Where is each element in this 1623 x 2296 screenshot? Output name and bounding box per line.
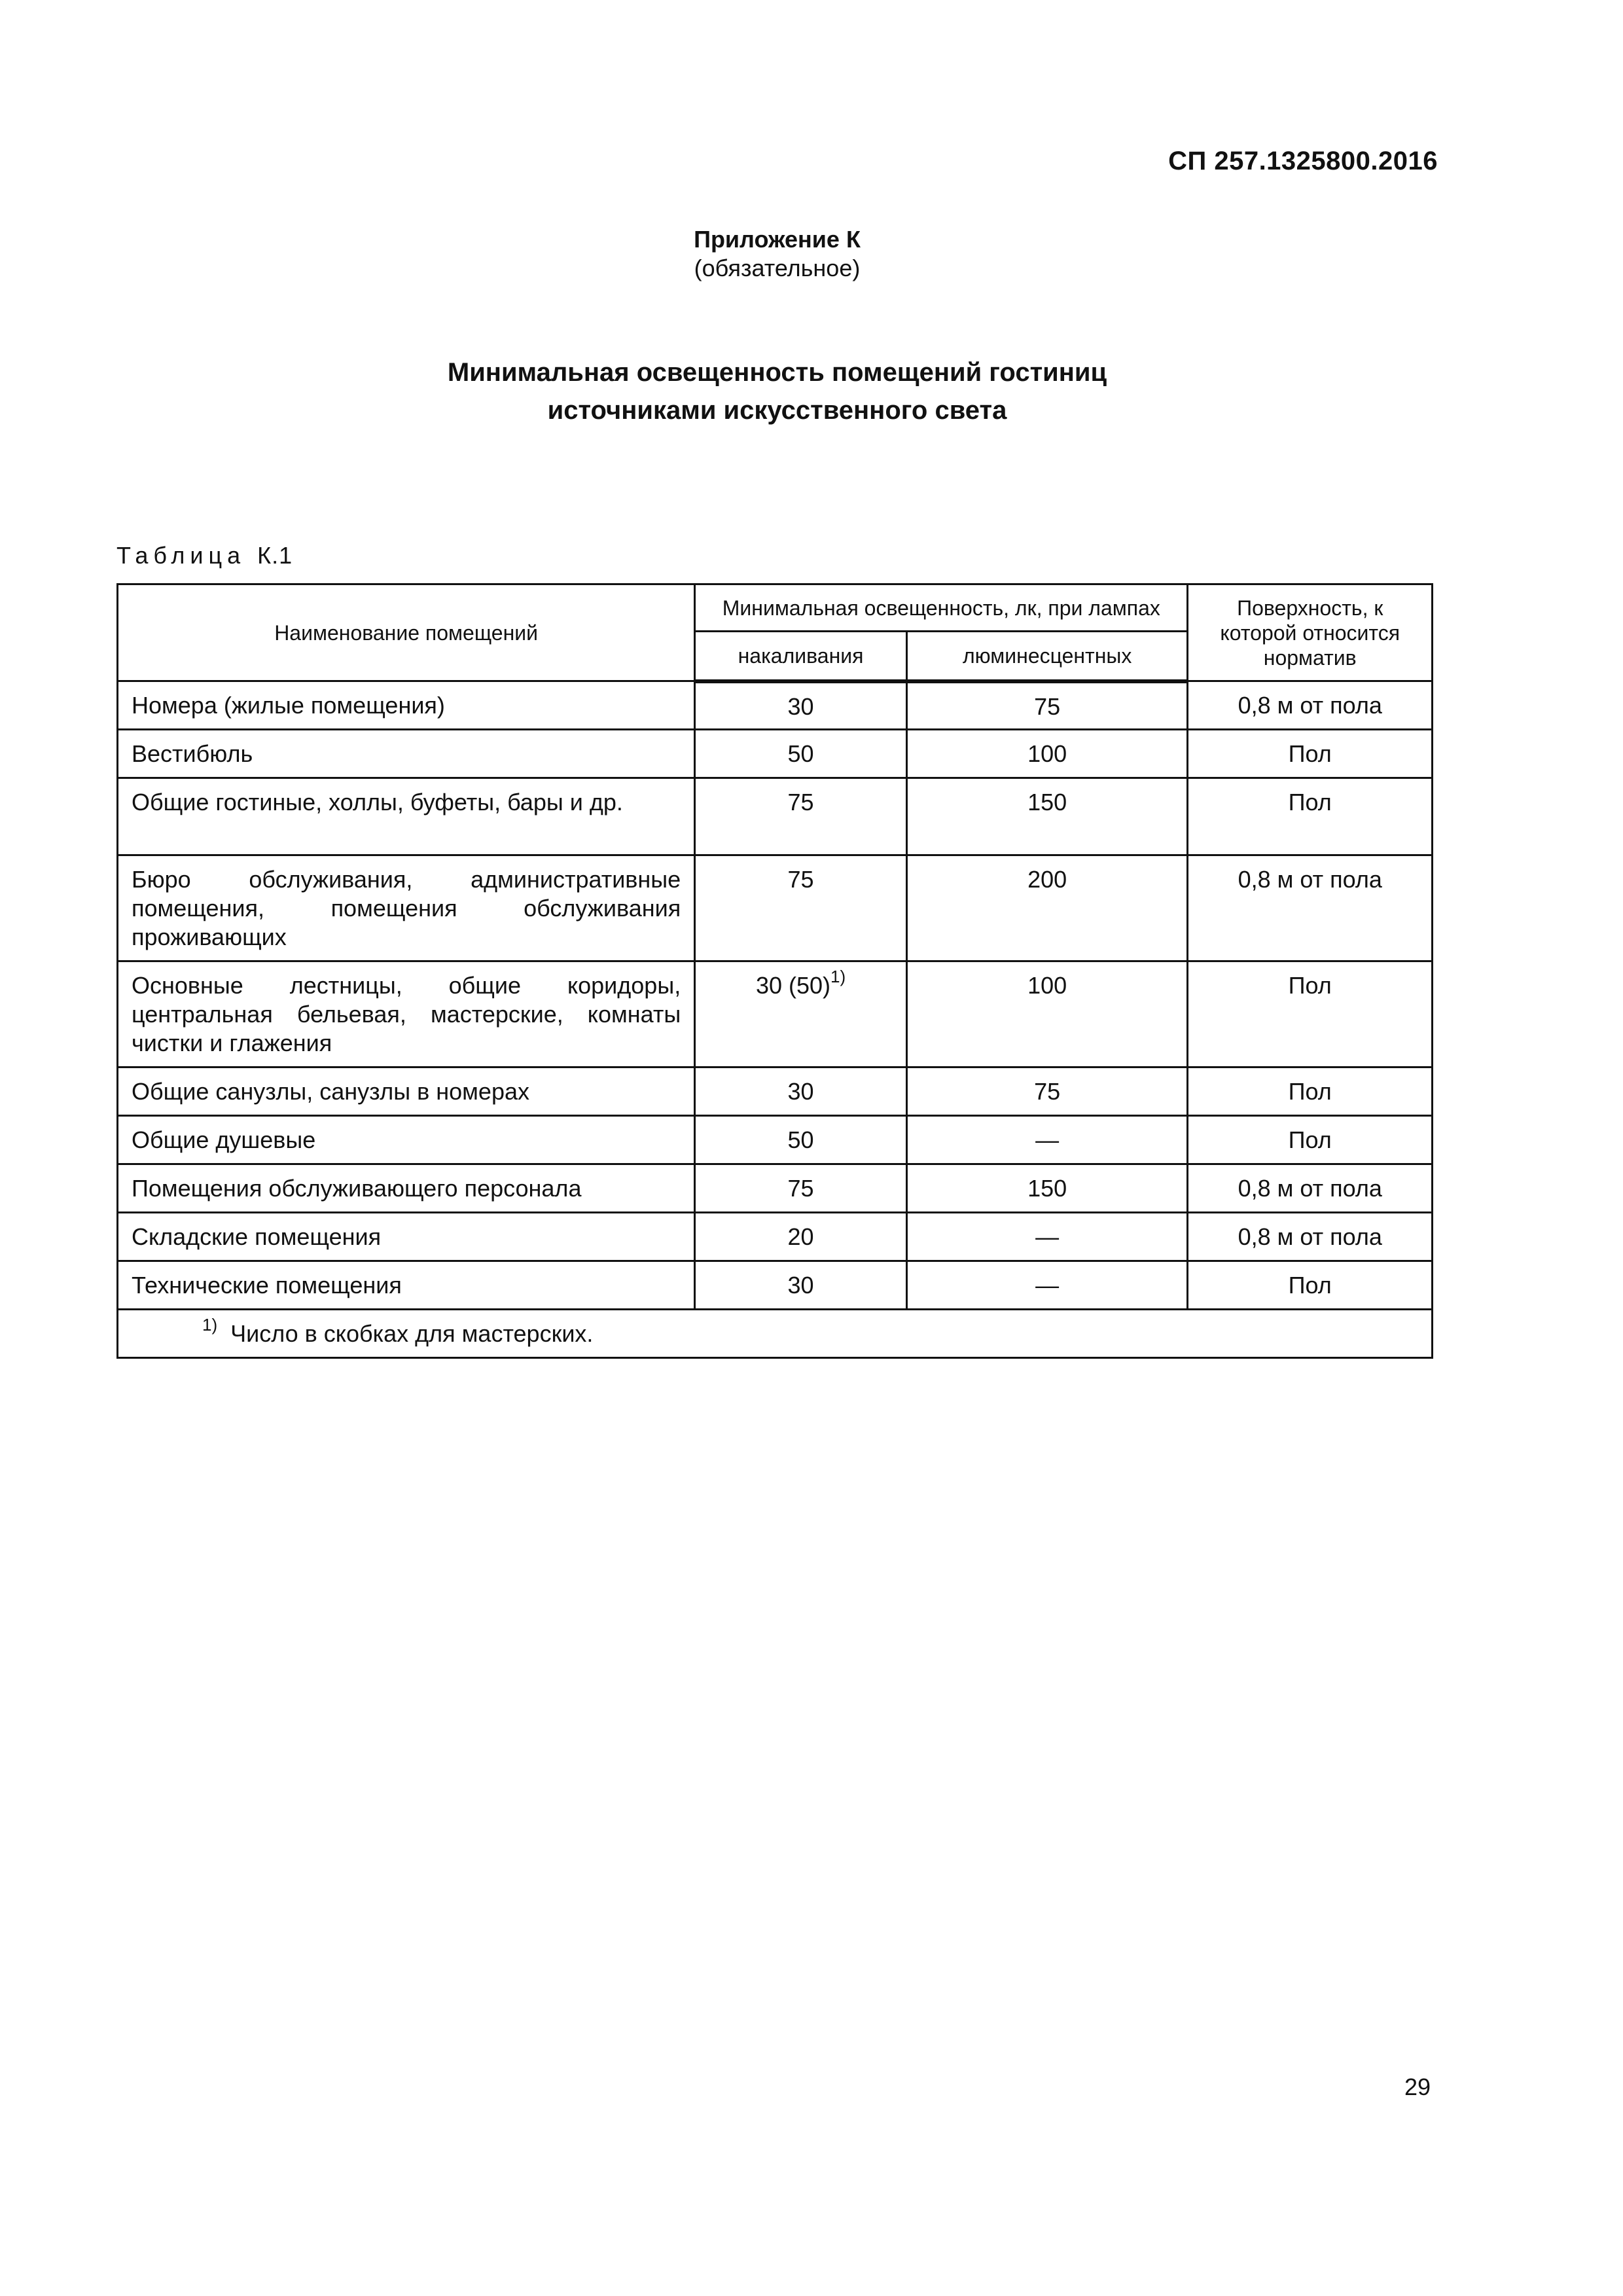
table-row [118, 1164, 1433, 1213]
header-fluorescent: люминесцентных [906, 632, 1188, 681]
table-row [118, 778, 1433, 855]
page-title [0, 353, 1554, 429]
table-footnote [118, 1310, 1433, 1358]
surface-value: 0,8 м от пола [1188, 1213, 1433, 1261]
fluorescent-value: 200 [906, 855, 1188, 961]
header-room-name: Наименование помещений [118, 584, 695, 681]
page-title-line-2: источниками искусственного света [547, 396, 1007, 425]
incandescent-value: 75 [695, 855, 907, 961]
incandescent-value: 30 [695, 681, 907, 730]
fluorescent-value: 150 [906, 778, 1188, 855]
room-name: Основные лестницы, общие коридоры, центральная бельевая, мастерские, комнаты чистки и глажения [118, 961, 695, 1067]
fluorescent-value: — [906, 1213, 1188, 1261]
surface-value: Пол [1188, 961, 1433, 1067]
table-caption-number: К.1 [257, 542, 293, 569]
appendix-heading [0, 225, 1554, 283]
incandescent-value: 75 [695, 1164, 907, 1213]
incandescent-value: 30 [695, 1067, 907, 1116]
document-code: СП 257.1325800.2016 [1168, 147, 1438, 175]
illumination-table [116, 583, 1433, 1359]
header-surface: Поверхность, к которой относится норматив [1188, 584, 1433, 681]
incandescent-value: 20 [695, 1213, 907, 1261]
table-row [118, 855, 1433, 961]
surface-value: 0,8 м от пола [1188, 1164, 1433, 1213]
room-name: Номера (жилые помещения) [118, 681, 695, 730]
surface-value: 0,8 м от пола [1188, 855, 1433, 961]
room-name: Технические помещения [118, 1261, 695, 1310]
surface-value: Пол [1188, 1067, 1433, 1116]
table-row [118, 1261, 1433, 1310]
fluorescent-value: 100 [906, 961, 1188, 1067]
room-name: Помещения обслуживающего персонала [118, 1164, 695, 1213]
footnote-text: Число в скобках для мастерских. [230, 1320, 594, 1347]
room-name: Общие санузлы, санузлы в номерах [118, 1067, 695, 1116]
incandescent-value: 30 $(50)^{1)}$ [695, 961, 907, 1067]
table-row [118, 961, 1433, 1067]
fluorescent-value: 150 [906, 1164, 1188, 1213]
fluorescent-value: 75 [906, 681, 1188, 730]
table-footnote-row [118, 1310, 1433, 1358]
room-name: Общие душевые [118, 1116, 695, 1164]
incandescent-value: 30 [695, 1261, 907, 1310]
page-number: 29 [1404, 2073, 1431, 2100]
header-incandescent: накаливания [695, 632, 907, 681]
fluorescent-value: 75 [906, 1067, 1188, 1116]
room-name: Бюро обслуживания, административные помещения, помещения обслуживания проживающих [118, 855, 695, 961]
fluorescent-value: — [906, 1116, 1188, 1164]
page-title-line-1: Минимальная освещенность помещений гостиниц [447, 358, 1107, 387]
table-row [118, 1067, 1433, 1116]
surface-value: Пол [1188, 730, 1433, 778]
appendix-title: Приложение К [694, 226, 861, 253]
table-row [118, 681, 1433, 730]
incandescent-value: 50 [695, 730, 907, 778]
table-row [118, 1116, 1433, 1164]
fluorescent-value: — [906, 1261, 1188, 1310]
appendix-status: (обязательное) [694, 255, 861, 281]
incandescent-value: 50 [695, 1116, 907, 1164]
room-name: Общие гостиные, холлы, буфеты, бары и др. [118, 778, 695, 855]
surface-value: Пол [1188, 1261, 1433, 1310]
table-row [118, 730, 1433, 778]
table-caption [116, 542, 293, 569]
footnote-marker: 1) [202, 1315, 218, 1335]
table-caption-label: Таблица [116, 542, 246, 569]
fluorescent-value: 100 [906, 730, 1188, 778]
header-min-illumination: Минимальная освещенность, лк, при лампах [695, 584, 1188, 632]
surface-value: 0,8 м от пола [1188, 681, 1433, 730]
room-name: Вестибюль [118, 730, 695, 778]
room-name: Складские помещения [118, 1213, 695, 1261]
incandescent-value: 75 [695, 778, 907, 855]
surface-value: Пол [1188, 1116, 1433, 1164]
table-row [118, 1213, 1433, 1261]
surface-value: Пол [1188, 778, 1433, 855]
